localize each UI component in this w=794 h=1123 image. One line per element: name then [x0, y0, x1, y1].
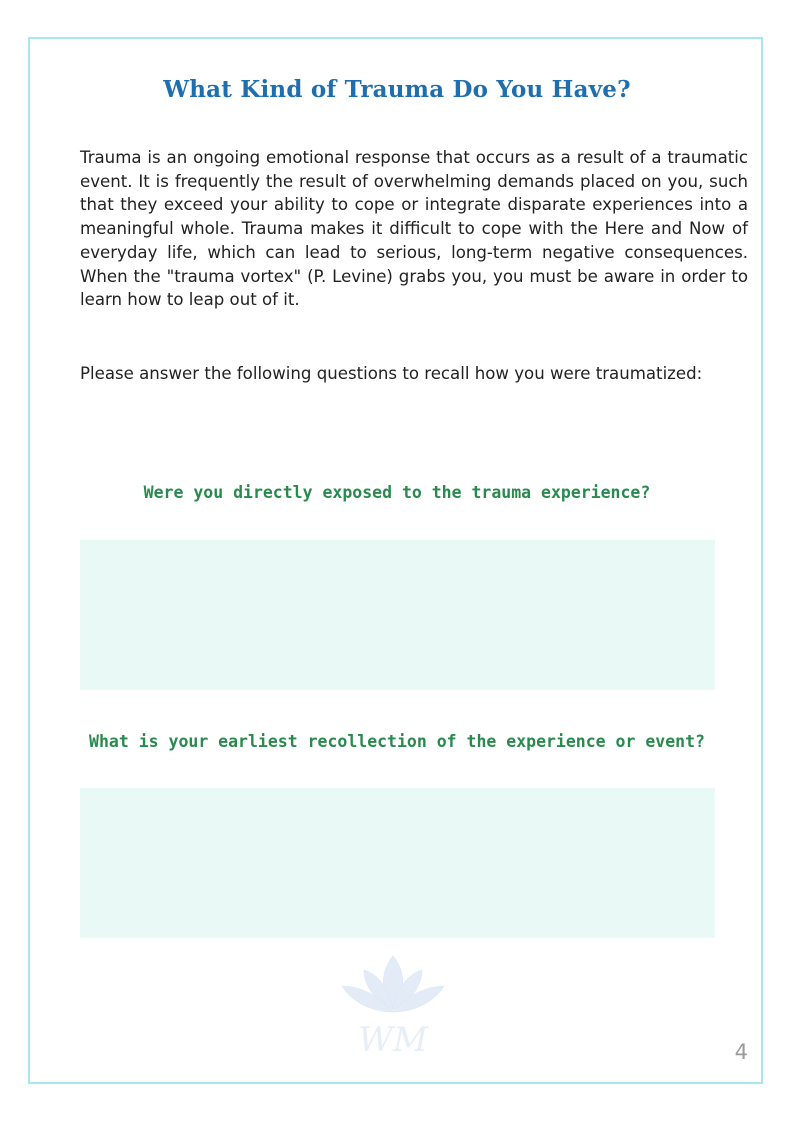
answer-box-1[interactable] — [80, 540, 715, 690]
instruction-text: Please answer the following questions to recall how you were traumatized: — [80, 364, 703, 383]
answer-box-2[interactable] — [80, 788, 715, 938]
intro-paragraph: Trauma is an ongoing emotional response that occurs as a result of a traumatic event. It is frequently the result of overwhelming demands placed on you, such that they exceed your ability to cope or integrate disparate experiences into a meaningful whole. Trauma makes it difficult to cope with the Here and Now of everyday life, which can lead to serious, long-term negative consequences. When the "trauma vortex" (P. Levine) grabs you, you must be aware in order to learn how to leap out of it. — [80, 148, 748, 310]
page-title: What Kind of Trauma Do You Have? — [163, 76, 631, 103]
question-1: Were you directly exposed to the trauma experience? — [143, 483, 651, 502]
logo-monogram: WM — [358, 1020, 428, 1060]
question-2: What is your earliest recollection of the experience or event? — [89, 732, 705, 751]
lotus-logo-icon — [336, 948, 451, 1063]
page-number: 4 — [734, 1040, 748, 1064]
